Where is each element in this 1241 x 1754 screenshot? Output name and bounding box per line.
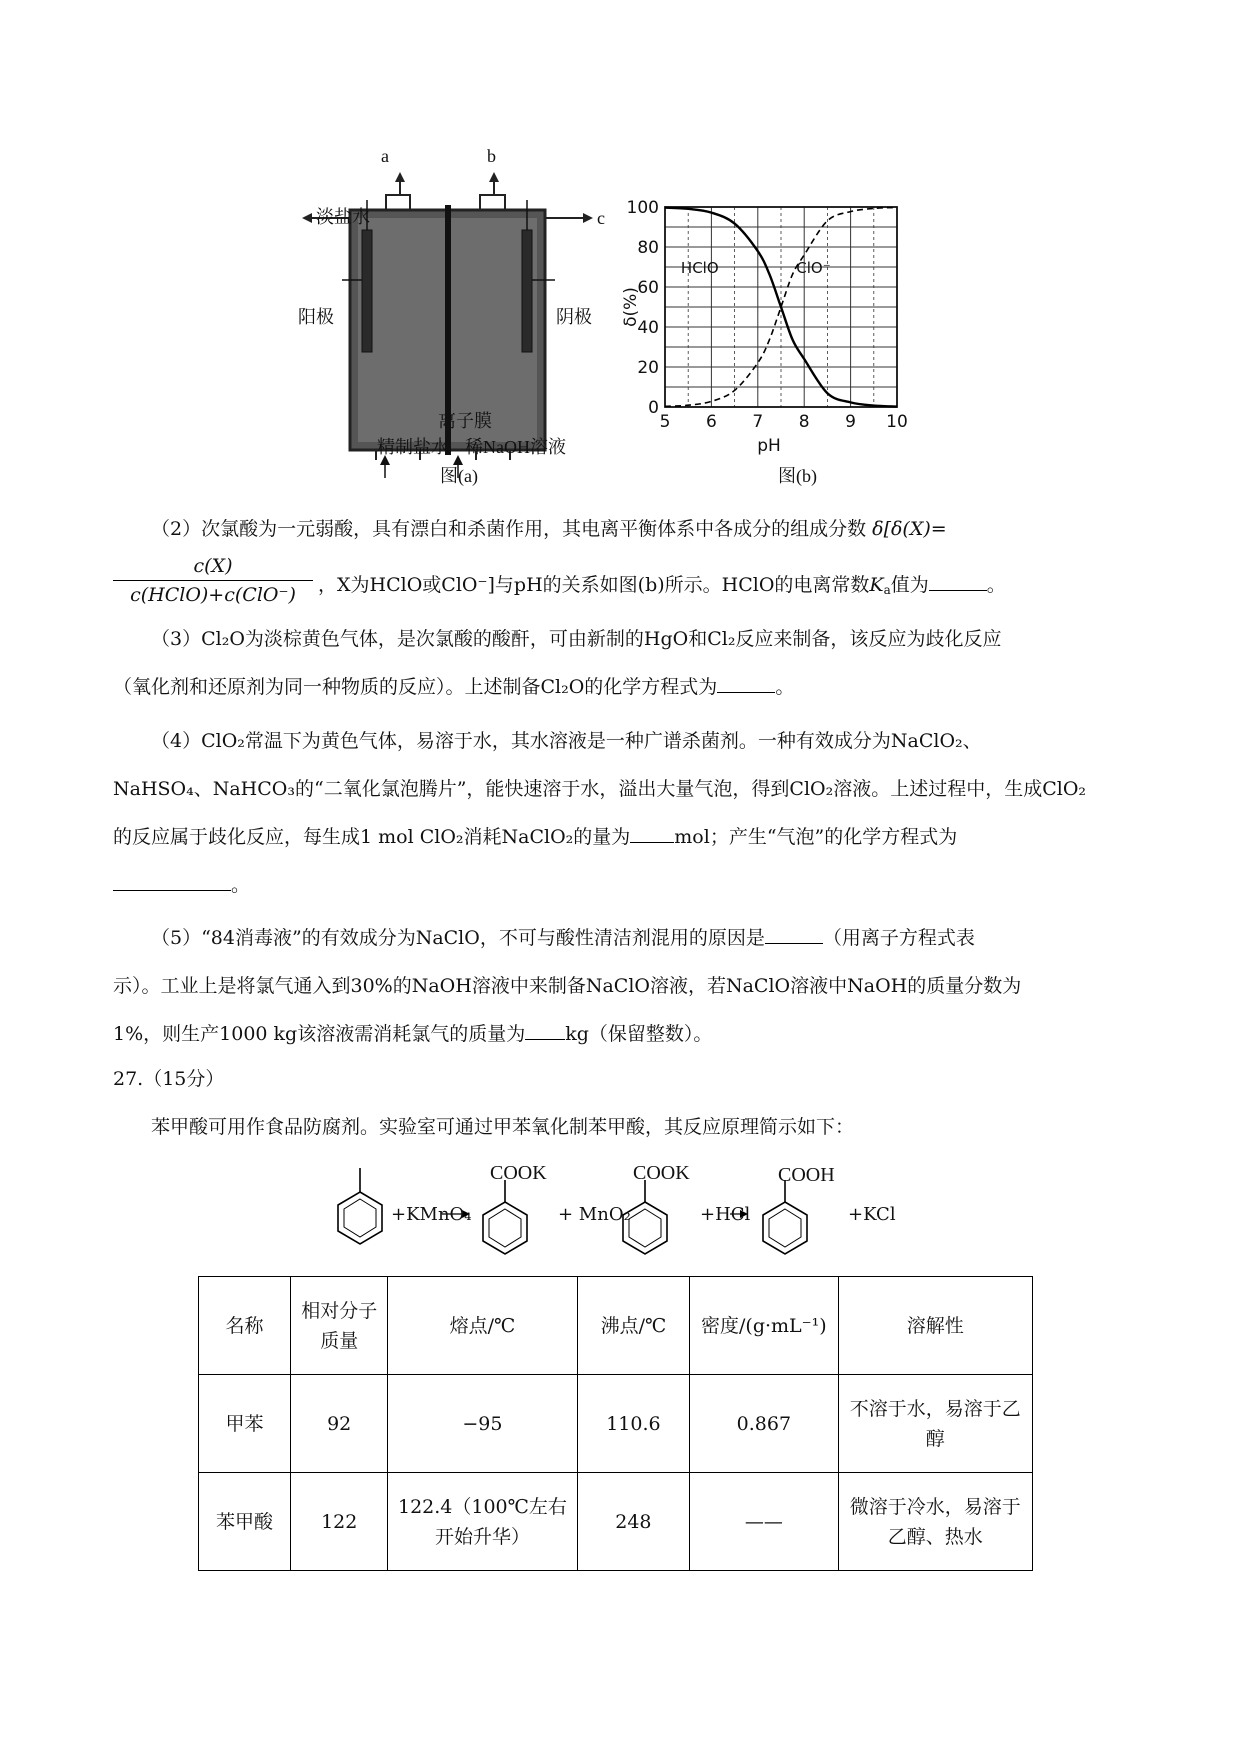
q2-fraction bbox=[113, 555, 313, 606]
reagent-hcl: +HCl bbox=[700, 1204, 751, 1225]
q3-line2 bbox=[113, 674, 1128, 700]
x-tick-label: 6 bbox=[705, 412, 717, 432]
hclo-series-label: HClO bbox=[680, 259, 719, 277]
dilute-brine-label: 淡盐水 bbox=[316, 207, 370, 227]
q5-line2: 示）。工业上是将氯气通入到30%的NaOH溶液中来制备NaClO溶液，若NaClO溶液中NaOH的质量分数为 bbox=[113, 975, 1022, 997]
benzoic-acid-structure bbox=[763, 1180, 807, 1254]
figure-b-caption: 图(b) bbox=[778, 466, 817, 486]
toluene-structure bbox=[338, 1168, 382, 1244]
q5-line1a: （5）“84消毒液”的有效成分为NaClO，不可与酸性清洁剂混用的原因是 bbox=[151, 927, 765, 949]
ph-distribution-chart bbox=[620, 195, 920, 495]
table-cell: 122.4（100℃左右开始升华） bbox=[388, 1473, 577, 1571]
q4-line3b: mol；产生“气泡”的化学方程式为 bbox=[674, 826, 958, 848]
q2-delta-def: δ[δ(X)= bbox=[872, 518, 947, 540]
table-cell: 不溶于水，易溶于乙醇 bbox=[838, 1375, 1032, 1473]
y-axis-label: δ(%) bbox=[621, 287, 641, 327]
table-header-cell: 相对分子质量 bbox=[291, 1277, 388, 1375]
x-tick-label: 9 bbox=[845, 412, 857, 432]
plus-kcl: +KCl bbox=[848, 1204, 896, 1225]
x-tick-label: 10 bbox=[886, 412, 908, 432]
table-row bbox=[199, 1375, 1033, 1473]
q5-line3a: 1%，则生产1000 kg该溶液需消耗氯气的质量为 bbox=[113, 1023, 526, 1045]
outlet-c-label: c bbox=[597, 208, 605, 228]
clo-series-label: ClO⁻ bbox=[796, 259, 831, 277]
table-cell: 248 bbox=[577, 1473, 690, 1571]
table-header-cell: 溶解性 bbox=[838, 1277, 1032, 1375]
q27-intro: 苯甲酸可用作食品防腐剂。实验室可通过甲苯氧化制苯甲酸，其反应原理简示如下： bbox=[151, 1116, 855, 1138]
q2-answer-blank bbox=[929, 572, 987, 591]
table-cell: 苯甲酸 bbox=[199, 1473, 291, 1571]
x-tick-label: 8 bbox=[798, 412, 810, 432]
table-cell: 0.867 bbox=[690, 1375, 838, 1473]
table-cell: —— bbox=[690, 1473, 838, 1571]
table-cell: 甲苯 bbox=[199, 1375, 291, 1473]
table-cell: −95 bbox=[388, 1375, 577, 1473]
y-tick-label: 0 bbox=[648, 398, 659, 418]
plus-mno2: + MnO₂ bbox=[558, 1204, 631, 1225]
q5-mass-blank bbox=[525, 1021, 565, 1040]
x-tick-label: 5 bbox=[659, 412, 671, 432]
y-tick-label: 80 bbox=[637, 238, 659, 258]
table-row bbox=[199, 1473, 1033, 1571]
outlet-a-label: a bbox=[381, 146, 389, 166]
y-tick-label: 40 bbox=[637, 318, 659, 338]
q5-ion-equation-blank bbox=[765, 925, 823, 944]
q2-frac-denominator: c(HClO)+c(ClO⁻) bbox=[130, 584, 296, 606]
table-cell: 122 bbox=[291, 1473, 388, 1571]
table-cell: 92 bbox=[291, 1375, 388, 1473]
q4-line1: （4）ClO₂常温下为黄色气体，易溶于水，其水溶液是一种广谱杀菌剂。一种有效成分为NaClO₂、 bbox=[151, 730, 982, 752]
cook-group-1: COOK bbox=[490, 1162, 547, 1184]
q4-equation-blank bbox=[113, 872, 231, 891]
y-tick-label: 60 bbox=[637, 278, 659, 298]
q3-line2-text: （氧化剂和还原剂为同一种物质的反应）。上述制备Cl₂O的化学方程式为 bbox=[113, 676, 718, 698]
reagent-kmno4: +KMnO₄ bbox=[391, 1204, 472, 1225]
properties-table bbox=[198, 1276, 1033, 1571]
x-tick-label: 7 bbox=[752, 412, 764, 432]
q2-end: 。 bbox=[986, 574, 1006, 596]
q5-line1b: （用离子方程式表 bbox=[822, 927, 975, 949]
q3-answer-blank bbox=[717, 674, 775, 693]
cook-group-2: COOK bbox=[633, 1162, 690, 1184]
table-cell: 110.6 bbox=[577, 1375, 690, 1473]
table-header-row bbox=[199, 1277, 1033, 1375]
q2-paragraph bbox=[113, 516, 1128, 542]
q2-tail: 值为 bbox=[890, 574, 929, 596]
q27-heading: 27.（15分） bbox=[113, 1068, 225, 1090]
anode-label: 阳极 bbox=[298, 307, 334, 327]
q4-line2: NaHSO₄、NaHCO₃的“二氧化氯泡腾片”，能快速溶于水，溢出大量气泡，得到ClO₂溶液。上述过程中，生成ClO₂ bbox=[113, 778, 1087, 800]
q2-ka-symbol: K bbox=[869, 574, 884, 596]
y-tick-label: 20 bbox=[637, 358, 659, 378]
membrane-label: 离子膜 bbox=[438, 411, 492, 431]
q3-end: 。 bbox=[775, 676, 795, 698]
figure-a-caption: 图(a) bbox=[440, 466, 478, 486]
table-header-cell: 名称 bbox=[199, 1277, 291, 1375]
q5-line3 bbox=[113, 1021, 1128, 1047]
x-axis-label: pH bbox=[757, 436, 781, 456]
cooh-group: COOH bbox=[778, 1164, 835, 1186]
cathode-label: 阴极 bbox=[556, 307, 592, 327]
q4-line3a: 的反应属于歧化反应，每生成1 mol ClO₂消耗NaClO₂的量为 bbox=[113, 826, 631, 848]
q5-line3b: kg（保留整数）。 bbox=[565, 1023, 713, 1045]
q2-line2-text: ，X为HClO或ClO⁻]与pH的关系如图(b)所示。HClO的电离常数 bbox=[318, 574, 870, 596]
q4-line3 bbox=[113, 824, 1128, 850]
y-tick-label: 100 bbox=[626, 198, 659, 218]
q4-end: 。 bbox=[231, 874, 251, 896]
q2-ka-subscript: a bbox=[883, 583, 891, 597]
inlet-brine-label: 精制盐水 bbox=[377, 437, 449, 457]
table-header-cell: 沸点/℃ bbox=[577, 1277, 690, 1375]
q2-line2 bbox=[318, 572, 1006, 603]
potassium-benzoate-structure-1 bbox=[483, 1180, 527, 1254]
inlet-naoh-label: 稀NaOH溶液 bbox=[465, 437, 566, 457]
q2-line1: （2）次氯酸为一元弱酸，具有漂白和杀菌作用，其电离平衡体系中各成分的组成分数 bbox=[151, 518, 867, 540]
table-header-cell: 熔点/℃ bbox=[388, 1277, 577, 1375]
table-cell: 微溶于冷水，易溶于乙醇、热水 bbox=[838, 1473, 1032, 1571]
outlet-b-label: b bbox=[487, 146, 496, 166]
q2-frac-numerator: c(X) bbox=[113, 555, 313, 581]
q3-line1: （3）Cl₂O为淡棕黄色气体，是次氯酸的酸酐，可由新制的HgO和Cl₂反应来制备，该反应为歧化反应 bbox=[151, 628, 1002, 650]
table-header-cell: 密度/(g·mL⁻¹) bbox=[690, 1277, 838, 1375]
q4-amount-blank bbox=[630, 824, 674, 843]
q5-line1 bbox=[113, 925, 1128, 951]
q4-line4 bbox=[113, 872, 1128, 898]
